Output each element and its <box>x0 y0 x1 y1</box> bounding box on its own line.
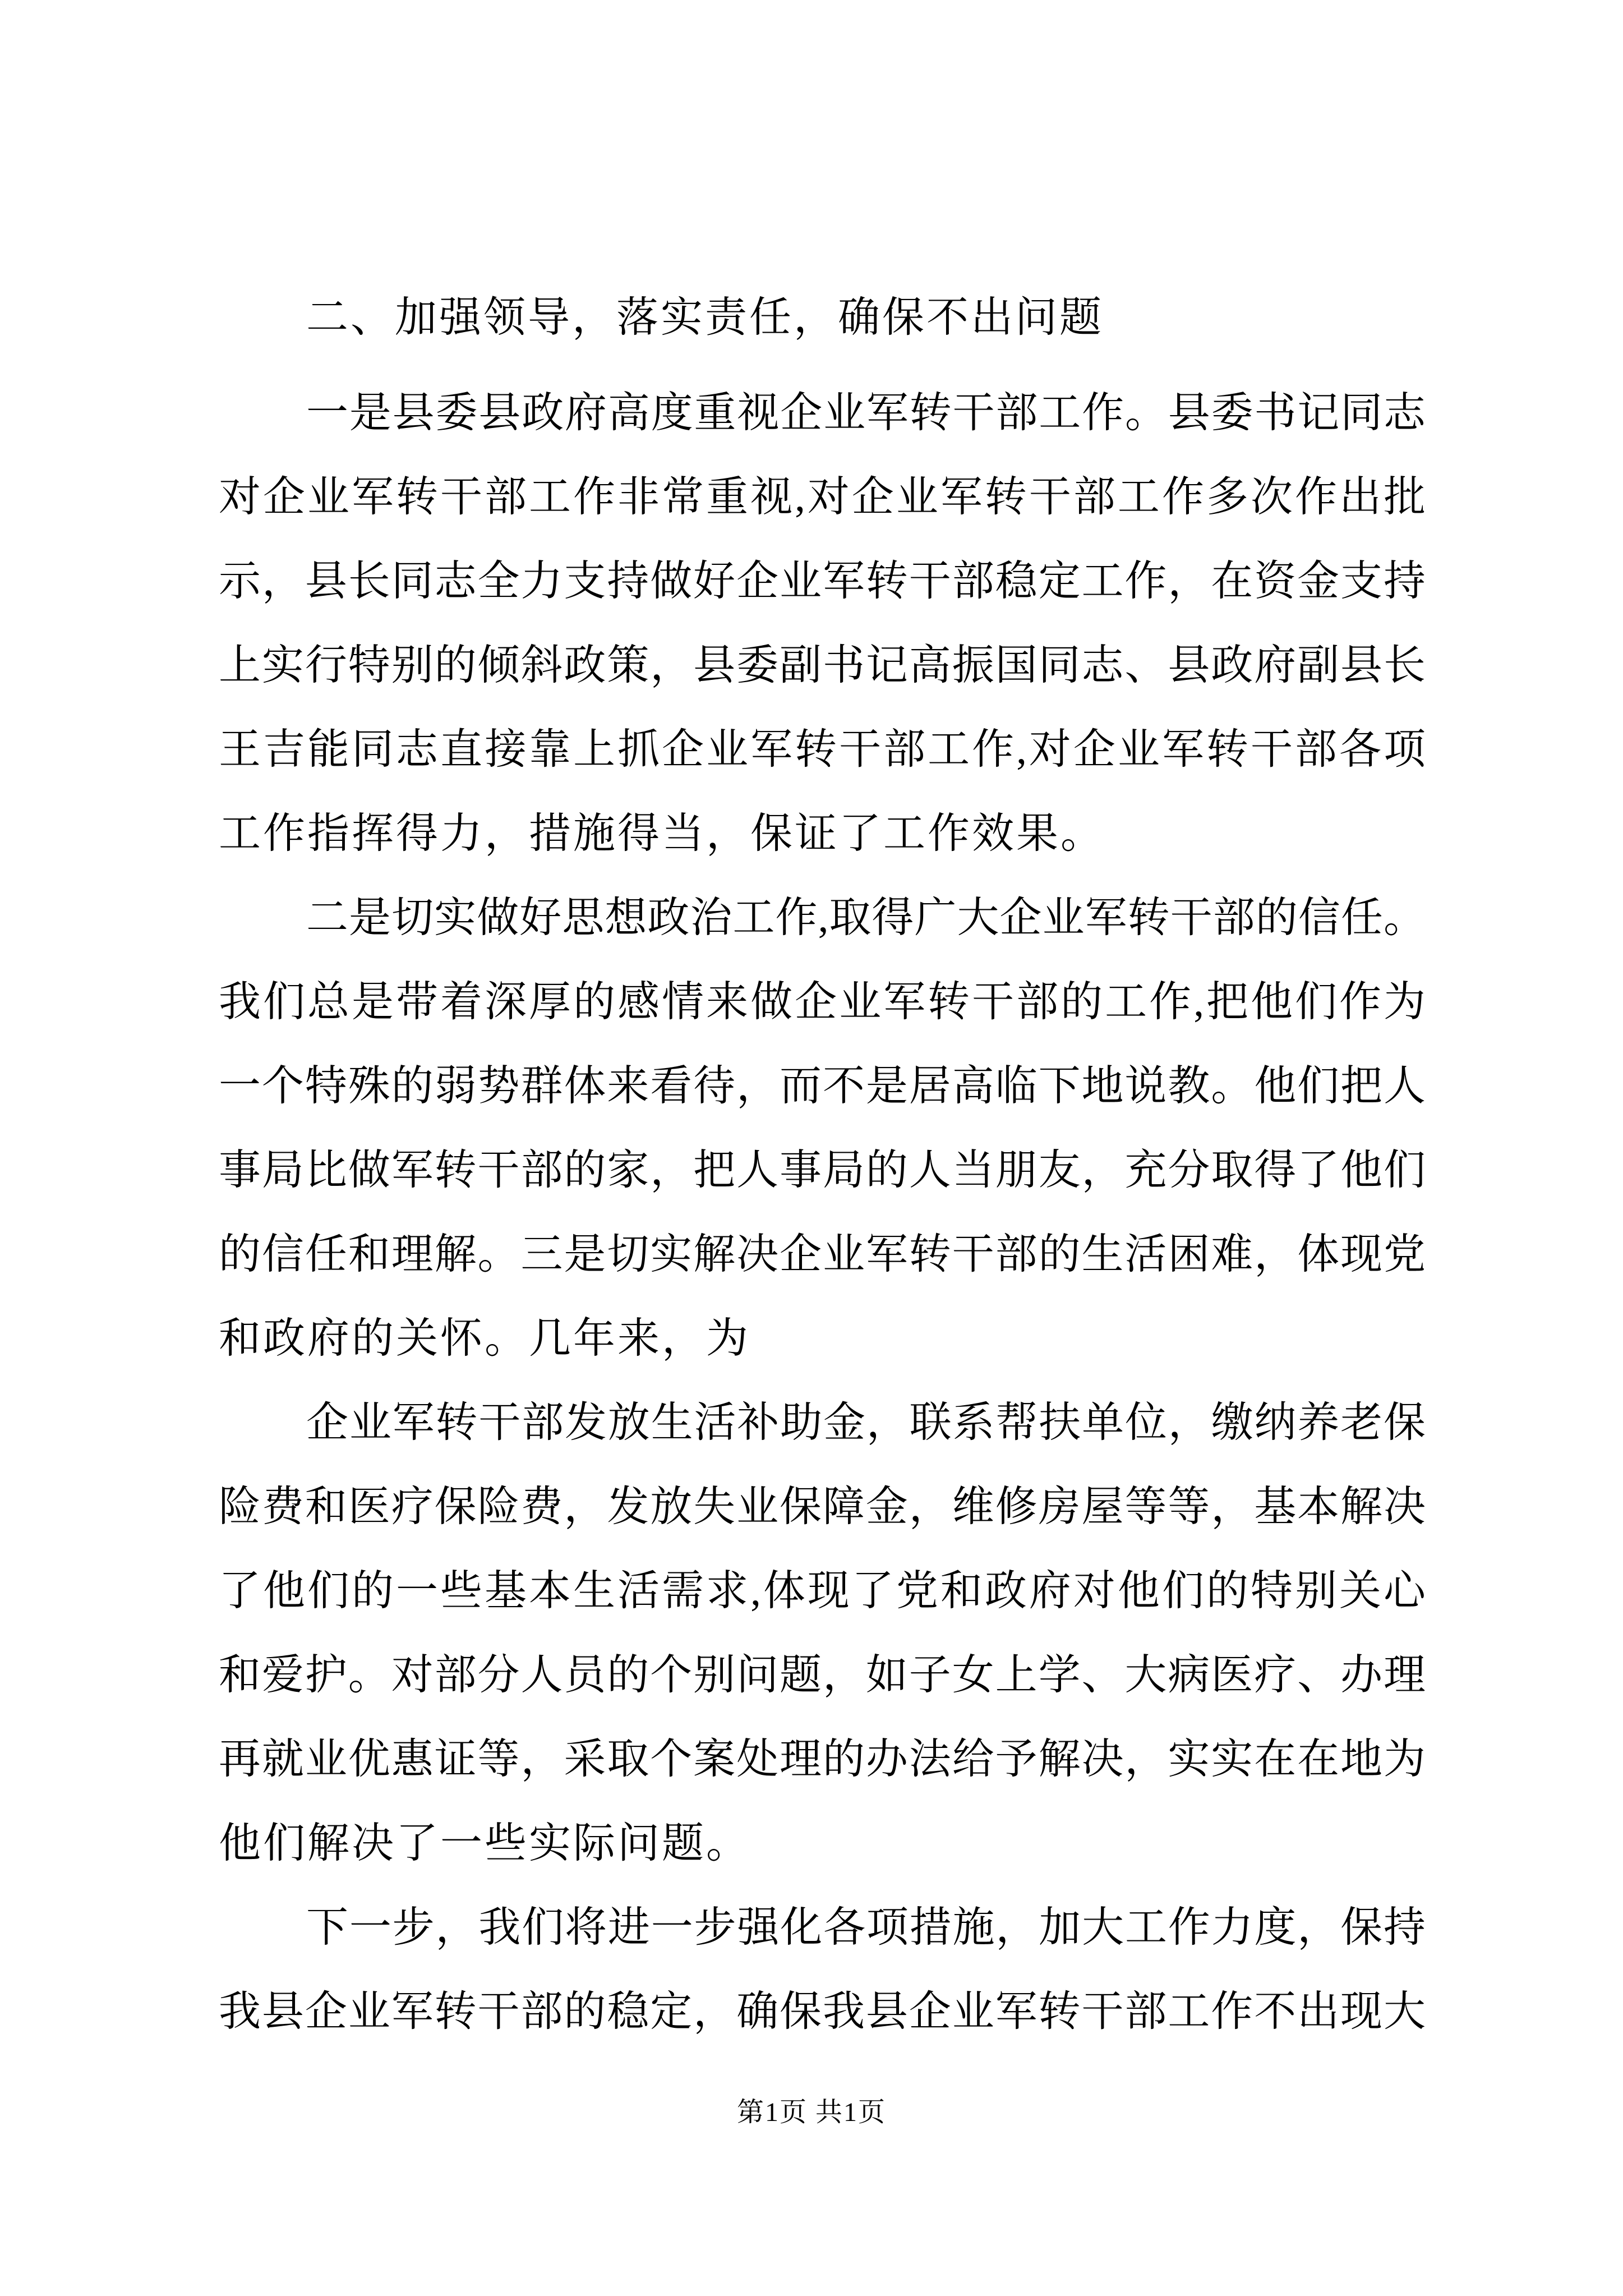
text-line: 上实行特别的倾斜政策，县委副书记高振国同志、县政府副县长 <box>219 642 1426 689</box>
text-line: 示，县长同志全力支持做好企业军转干部稳定工作，在资金支持 <box>219 558 1426 605</box>
text-line: 的信任和理解。三是切实解决企业军转干部的生活困难，体现党 <box>219 1231 1426 1278</box>
text-line: 他们解决了一些实际问题。 <box>219 1820 751 1867</box>
heading-line: 二、加强领导，落实责任，确保不出问题 <box>306 295 1104 341</box>
text-line: 和政府的关怀。几年来，为 <box>219 1315 751 1362</box>
text-line: 和爱护。对部分人员的个别问题，如子女上学、大病医疗、办理 <box>219 1652 1426 1699</box>
text-line: 险费和医疗保险费，发放失业保障金，维修房屋等等，基本解决 <box>219 1484 1426 1530</box>
text-line: 我县企业军转干部的稳定，确保我县企业军转干部工作不出现大 <box>219 1989 1426 2035</box>
text-line: 对企业军转干部工作非常重视,对企业军转干部工作多次作出批 <box>219 474 1426 521</box>
text-line: 王吉能同志直接靠上抓企业军转干部工作,对企业军转干部各项 <box>219 726 1426 773</box>
text-line: 二是切实做好思想政治工作,取得广大企业军转干部的信任。 <box>306 895 1426 941</box>
text-line: 一个特殊的弱势群体来看待，而不是居高临下地说教。他们把人 <box>219 1063 1426 1110</box>
page-footer <box>0 2096 1623 2129</box>
text-line: 事局比做军转干部的家，把人事局的人当朋友，充分取得了他们 <box>219 1147 1426 1194</box>
text-line: 我们总是带着深厚的感情来做企业军转干部的工作,把他们作为 <box>219 979 1426 1025</box>
page-number-label: 第1页 共1页 <box>736 2097 886 2127</box>
text-line: 企业军转干部发放生活补助金，联系帮扶单位，缴纳养老保 <box>306 1400 1426 1446</box>
text-line: 再就业优惠证等，采取个案处理的办法给予解决，实实在在地为 <box>219 1736 1426 1783</box>
text-line: 一是县委县政府高度重视企业军转干部工作。县委书记同志 <box>306 390 1426 436</box>
text-line: 工作指挥得力，措施得当，保证了工作效果。 <box>219 811 1105 857</box>
text-line: 了他们的一些基本生活需求,体现了党和政府对他们的特别关心 <box>219 1568 1426 1614</box>
text-line: 下一步，我们将进一步强化各项措施，加大工作力度，保持 <box>306 1904 1426 1951</box>
document-body <box>219 276 1426 2054</box>
